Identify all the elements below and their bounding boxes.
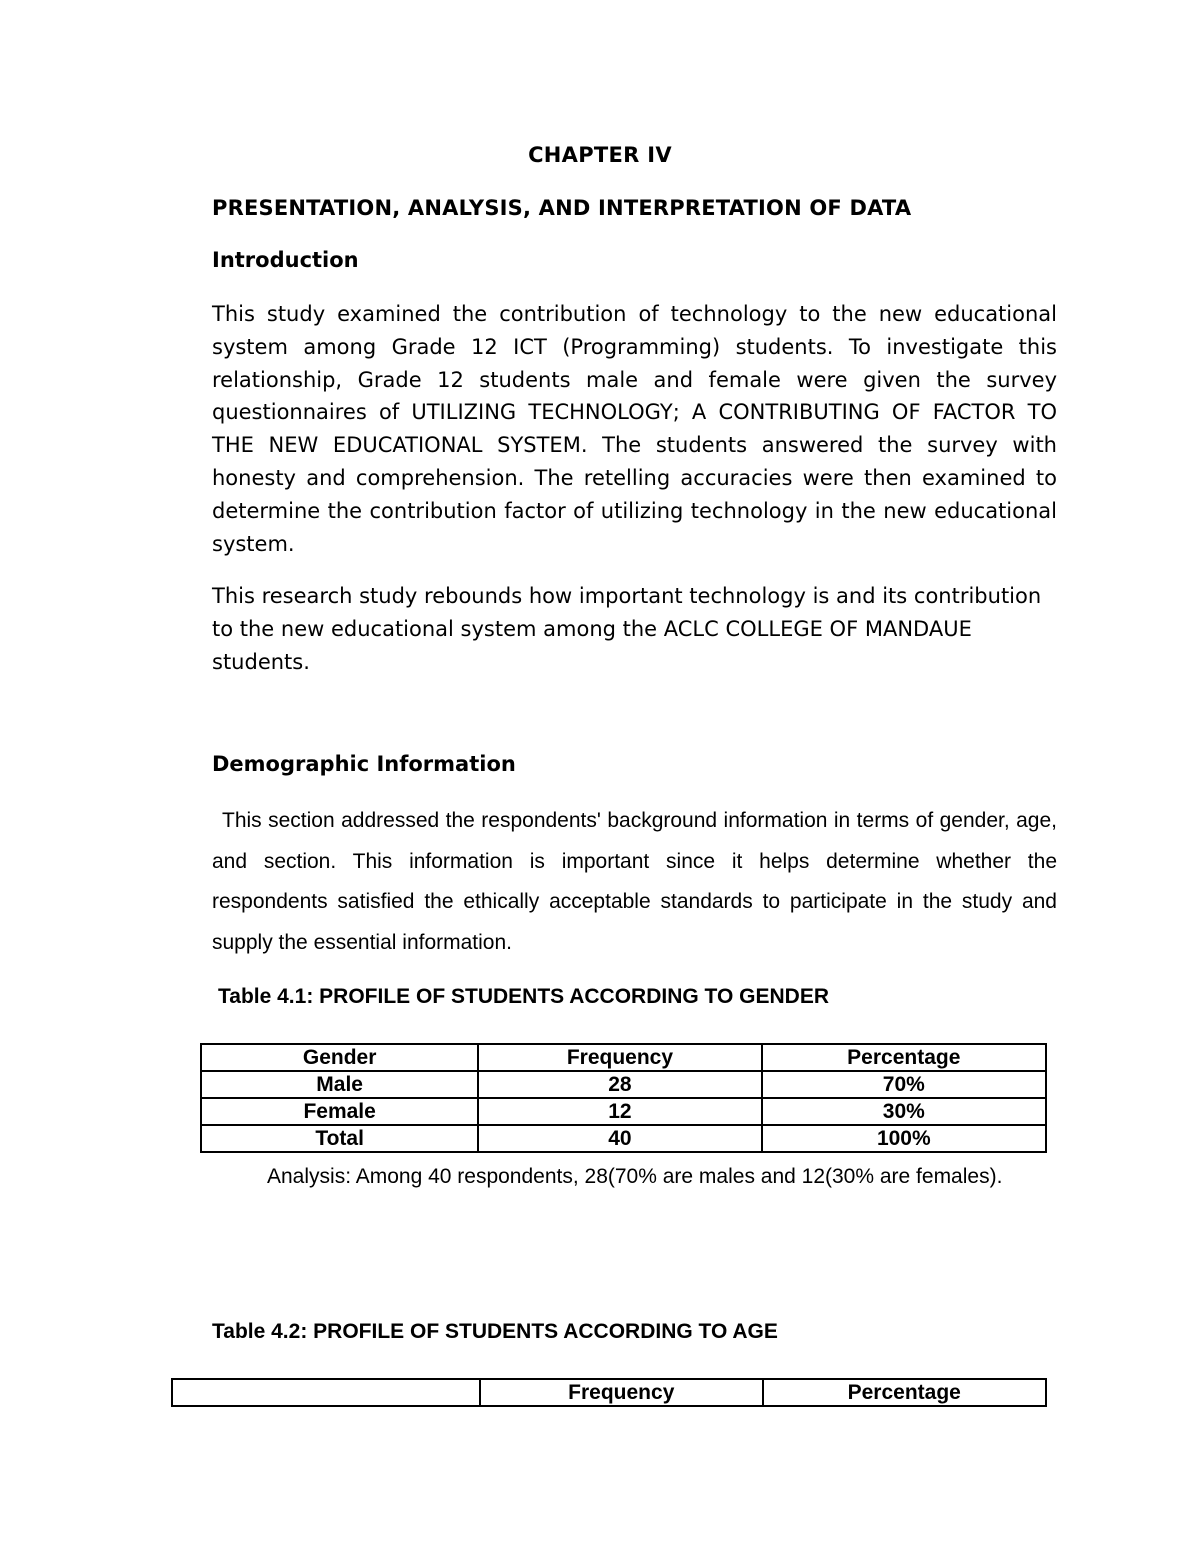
table-cell: 12: [478, 1098, 761, 1125]
header-cell: [172, 1379, 480, 1406]
table-header-row: [201, 1044, 1046, 1071]
header-cell: Gender: [201, 1044, 478, 1071]
table-cell: 70%: [762, 1071, 1046, 1098]
table-cell: 30%: [762, 1098, 1046, 1125]
table-4-2-caption: Table 4.2: PROFILE OF STUDENTS ACCORDING TO AGE: [212, 1320, 778, 1343]
table-cell: Male: [201, 1071, 478, 1098]
table-row: [201, 1071, 1046, 1098]
header-cell: Percentage: [763, 1379, 1047, 1406]
introduction-paragraph-1: This study examined the contribution of technology to the new educational system among Grade 12 ICT (Programming) students. To investigate this relationship, Grade 12 students male and female were given the survey questionnaires of UTILIZING TECHNOLOGY; A CONTRIBUTING OF FACTOR TO THE NEW EDUCATIONAL SYSTEM. The students answered the survey with honesty and comprehension. The retelling accuracies were then examined to determine the contribution factor of utilizing technology in the new educational system.: [212, 302, 1057, 556]
table-4-1-analysis: Analysis: Among 40 respondents, 28(70% are males and 12(30% are females).: [267, 1165, 1003, 1188]
table-4-1-caption: Table 4.1: PROFILE OF STUDENTS ACCORDING TO GENDER: [218, 985, 829, 1008]
table-cell: 100%: [762, 1125, 1046, 1152]
demographic-paragraph: This section addressed the respondents' background information in terms of gender, age, and section. This information is important since it helps determine whether the respondents satisfied the ethically acceptable standards to participate in the study and supply the essential information.: [212, 809, 1057, 954]
header-cell: Frequency: [478, 1044, 761, 1071]
table-cell: Female: [201, 1098, 478, 1125]
table-cell: 28: [478, 1071, 761, 1098]
gender-profile-table: [200, 1043, 1047, 1153]
table-cell: 40: [478, 1125, 761, 1152]
table-row: [201, 1125, 1046, 1152]
demographic-heading: Demographic Information: [212, 752, 516, 776]
header-cell: Percentage: [762, 1044, 1046, 1071]
introduction-paragraph-2: This research study rebounds how important technology is and its contribution to the new educational system among the ACLC COLLEGE OF MANDAUE students.: [212, 584, 1042, 674]
table-cell: Total: [201, 1125, 478, 1152]
age-profile-table: [171, 1378, 1047, 1407]
chapter-number: CHAPTER IV: [528, 143, 672, 167]
introduction-heading: Introduction: [212, 248, 359, 272]
chapter-title: PRESENTATION, ANALYSIS, AND INTERPRETATION OF DATA: [212, 196, 912, 220]
table-header-row: [172, 1379, 1046, 1406]
table-row: [201, 1098, 1046, 1125]
header-cell: Frequency: [480, 1379, 762, 1406]
